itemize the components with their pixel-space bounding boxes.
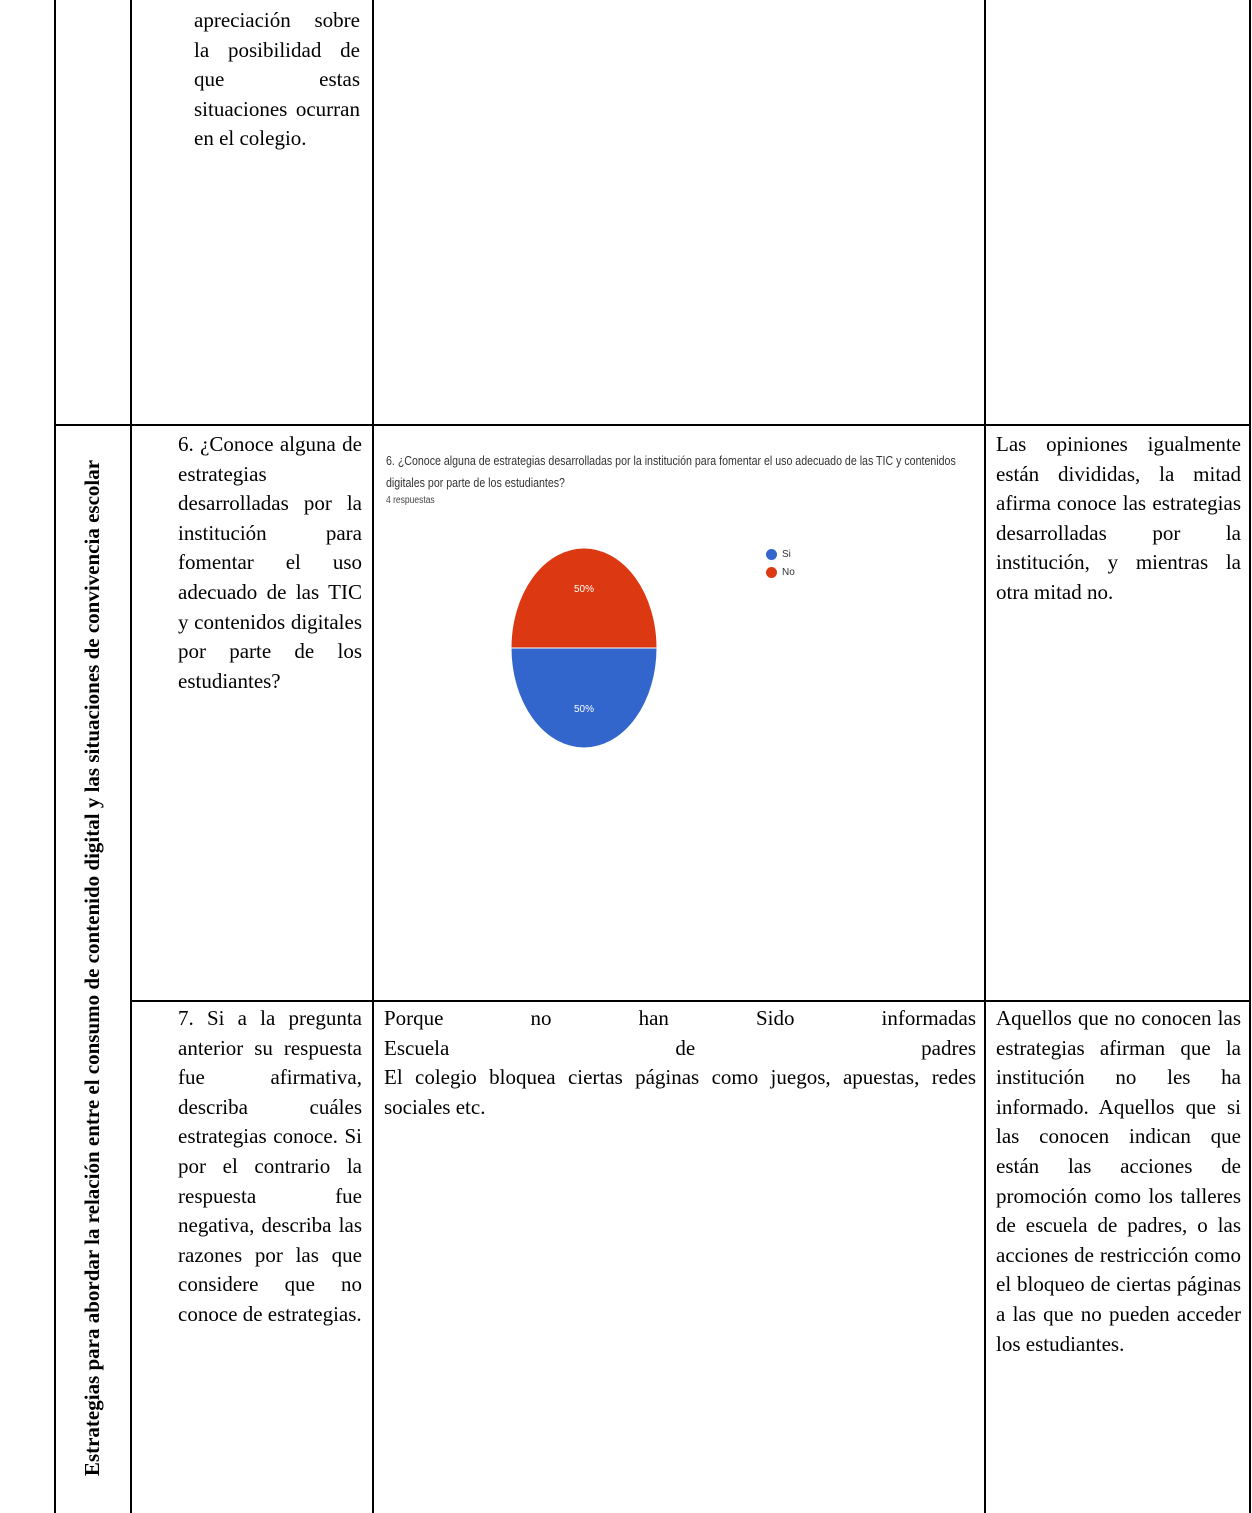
top-question-cell bbox=[134, 6, 368, 406]
q7-question-cell bbox=[178, 1004, 362, 1330]
row-divider-2 bbox=[130, 1000, 1250, 1002]
q7-question-text: 7. Si a la pregunta anterior su respuesta fue afirmativa, describa cuáles estrategias conoce. Si por el contrario la respuesta fue negativa, describa las razones por las que considere que no conoce de estrategias. bbox=[178, 1006, 362, 1326]
chart-title: 6. ¿Conoce alguna de estrategias desarrolladas por la institución para fomentar el uso adecuado de las TIC y contenidos digitales por parte de los estudiantes? bbox=[386, 454, 956, 490]
q6-question-text: 6. ¿Conoce alguna de estrategias desarrolladas por la institución para fomentar el uso adecuado de las TIC y contenidos digitales por parte de los estudiantes? bbox=[178, 432, 362, 693]
chart-subtitle: 4 respuestas bbox=[386, 495, 435, 506]
q6-analysis-cell bbox=[996, 430, 1241, 608]
row-divider-1 bbox=[54, 424, 1250, 426]
table-border-right bbox=[1249, 0, 1251, 1513]
pie-slice-no bbox=[511, 548, 657, 648]
legend-swatch-no bbox=[766, 567, 777, 578]
q6-question-cell bbox=[178, 430, 362, 696]
pie-label-no: 50% bbox=[573, 584, 595, 595]
pie-label-si: 50% bbox=[573, 704, 595, 715]
q7-response-1: Porque no han Sido informadas bbox=[384, 1006, 976, 1030]
pie-chart bbox=[384, 430, 982, 1000]
q7-response-2: Escuela de padres bbox=[384, 1035, 976, 1060]
top-question-text: apreciación sobre la posibilidad de que estas situaciones ocurran en el colegio. bbox=[194, 8, 360, 151]
table-border-col3 bbox=[984, 0, 986, 1513]
q7-analysis-cell bbox=[996, 1004, 1241, 1359]
table-border-col1 bbox=[130, 0, 132, 1513]
table-border-col2 bbox=[372, 0, 374, 1513]
legend-item-si bbox=[766, 549, 791, 560]
category-cell bbox=[54, 430, 130, 1505]
q7-response-3: El colegio bloquea ciertas páginas como juegos, apuestas, redes sociales etc. bbox=[384, 1065, 976, 1119]
q6-analysis-text: Las opiniones igualmente están divididas, la mitad afirma conoce las estrategias desarrolladas por la institución, y mientras la otra mitad no. bbox=[996, 432, 1241, 604]
category-label: Estrategias para abordar la relación entre el consumo de contenido digital y las situaciones de convivencia escolar bbox=[80, 459, 104, 1476]
legend-label-no: No bbox=[782, 567, 795, 578]
legend-swatch-si bbox=[766, 549, 777, 560]
q7-responses-cell bbox=[384, 1004, 976, 1122]
legend-label-si: Si bbox=[782, 549, 791, 560]
q6-chart bbox=[384, 430, 982, 1000]
legend-item-no bbox=[766, 567, 795, 578]
q7-analysis-text: Aquellos que no conocen las estrategias afirman que la institución no les ha informado. Aquellos que si las conocen indican que están las acciones de promoción como los talleres de escuela de padres, o las acciones de restricción como el bloqueo de ciertas páginas a las que no pueden acceder los estudiantes. bbox=[996, 1006, 1241, 1356]
pie-slice-si bbox=[511, 648, 657, 748]
